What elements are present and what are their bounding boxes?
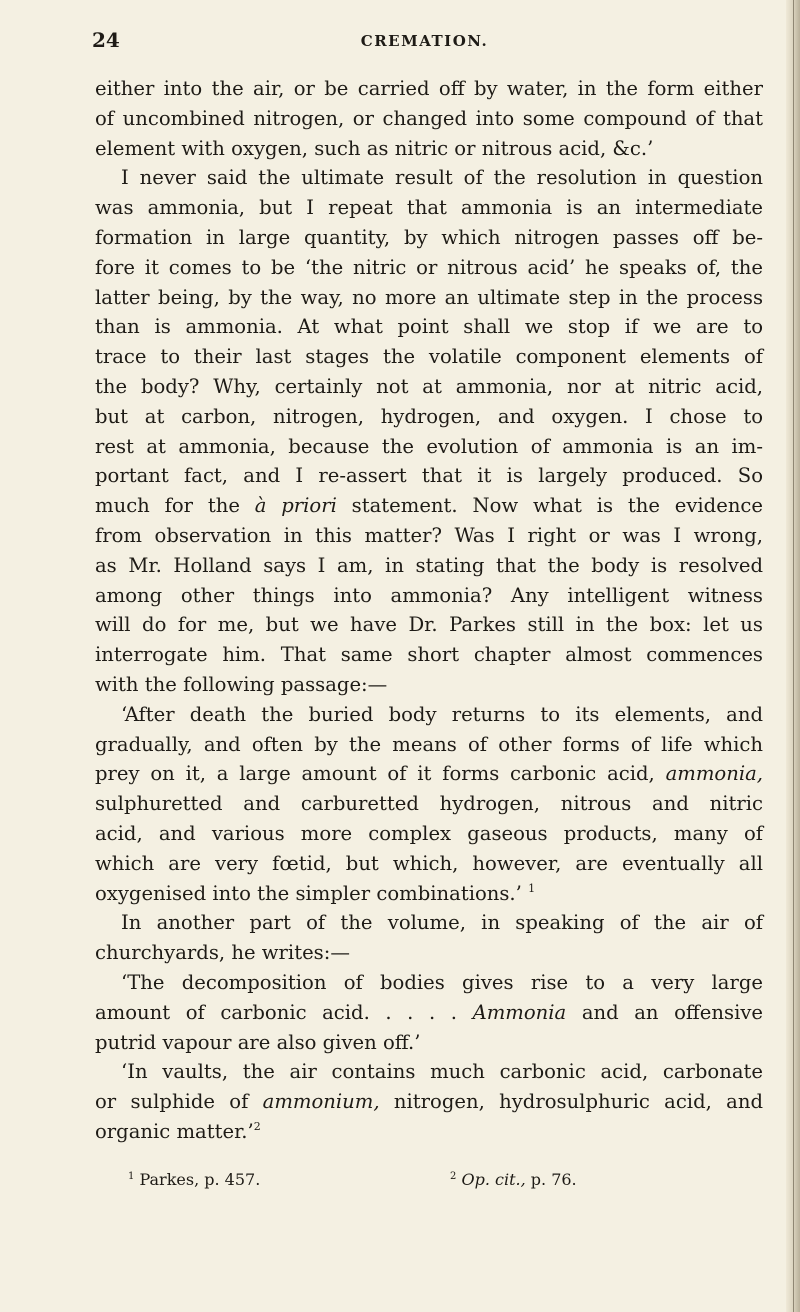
text-line: element with oxygen, such as nitric or nitrous acid, &c.’ <box>95 136 654 160</box>
text-run: oxygenised into the simpler combinations.’ <box>95 881 522 905</box>
text-line: formation in large quantity, by which nitrogen passes off be- <box>95 225 763 249</box>
text-line: putrid vapour are also given off.’ <box>95 1030 421 1054</box>
text-line <box>95 1087 763 1117</box>
text-line: gradually, and often by the means of other forms of life which <box>95 732 763 756</box>
body-text <box>95 74 763 1147</box>
footnote-mark: 2 <box>450 1171 457 1182</box>
text-line: will do for me, but we have Dr. Parkes still in the box: let us <box>95 613 763 637</box>
text-line: interrogate him. That same short chapter almost commences <box>95 643 763 667</box>
text-line: ‘In vaults, the air contains much carbonic acid, carbonate <box>121 1060 763 1084</box>
text-line: churchyards, he writes:— <box>95 941 350 965</box>
italic-run: Ammonia <box>472 1000 567 1024</box>
text-run: much for the <box>95 494 255 518</box>
text-line: fore it comes to be ‘the nitric or nitrous acid’ he speaks of, the <box>95 255 763 279</box>
text-line <box>95 998 763 1028</box>
text-line: I never said the ultimate result of the resolution in question <box>121 166 763 190</box>
text-run: nitrogen, hydrosulphuric acid, and <box>379 1090 763 1114</box>
text-line: among other things into ammonia? Any intelligent witness <box>95 583 763 607</box>
page-header <box>92 28 757 54</box>
text-run: or sulphide of <box>95 1090 263 1114</box>
text-run: statement. Now what is the evidence <box>336 494 764 518</box>
text-line <box>95 879 763 909</box>
text-line: than is ammonia. At what point shall we stop if we are to <box>95 315 763 339</box>
text-line <box>95 491 763 521</box>
page-edge-line <box>793 0 794 1312</box>
text-line: acid, and various more complex gaseous products, many of <box>95 821 763 845</box>
footnote-italic: Op. cit., <box>461 1170 526 1189</box>
text-line: latter being, by the way, no more an ultimate step in the process <box>95 285 763 309</box>
text-line: but at carbon, nitrogen, hydrogen, and oxygen. I chose to <box>95 404 763 428</box>
text-line: either into the air, or be carried off by water, in the form either <box>95 77 763 100</box>
text-run: organic matter.’ <box>95 1119 254 1143</box>
footnote-1 <box>128 1170 260 1189</box>
footnote-ref[interactable]: 1 <box>528 881 536 895</box>
text-line: with the following passage:— <box>95 672 388 696</box>
text-line: sulphuretted and carburetted hydrogen, nitrous and nitric <box>95 792 763 816</box>
text-run: and an offensive <box>566 1000 764 1024</box>
footnote-mark: 1 <box>128 1171 135 1182</box>
text-line: trace to their last stages the volatile component elements of <box>95 345 763 369</box>
text-line: as Mr. Holland says I am, in stating that the body is resolved <box>95 553 763 577</box>
text-line: ‘After death the buried body returns to its elements, and <box>121 702 763 726</box>
text-run: prey on it, a large amount of it forms carbonic acid, <box>95 762 666 786</box>
footnote-text: p. 76. <box>525 1170 577 1189</box>
text-line: ‘The decomposition of bodies gives rise to a very large <box>121 970 763 994</box>
text-run: amount of carbonic acid. . . . . <box>95 1000 473 1024</box>
footnote-text: Parkes, p. 457. <box>139 1170 261 1189</box>
text-line <box>95 1117 763 1147</box>
text-line: the body? Why, certainly not at ammonia, nor at nitric acid, <box>95 374 763 398</box>
text-line <box>95 759 763 789</box>
text-line: rest at ammonia, because the evolution of ammonia is an im- <box>95 434 763 458</box>
page-number: 24 <box>92 28 120 52</box>
text-line: which are very fœtid, but which, however, are eventually all <box>95 851 763 875</box>
italic-run: à priori <box>254 494 337 518</box>
running-head: CREMATION. <box>360 32 489 50</box>
italic-run: ammonium, <box>262 1090 380 1114</box>
italic-run: ammonia, <box>665 762 763 786</box>
text-line: was ammonia, but I repeat that ammonia is an intermediate <box>95 196 763 220</box>
text-line: In another part of the volume, in speaking of the air of <box>121 911 763 935</box>
text-line: of uncombined nitrogen, or changed into some compound of that <box>95 106 763 130</box>
footnote-2 <box>450 1170 577 1189</box>
text-line: from observation in this matter? Was I right or was I wrong, <box>95 523 763 547</box>
text-line: portant fact, and I re-assert that it is largely produced. So <box>95 464 763 488</box>
footnote-ref[interactable]: 2 <box>253 1119 261 1133</box>
